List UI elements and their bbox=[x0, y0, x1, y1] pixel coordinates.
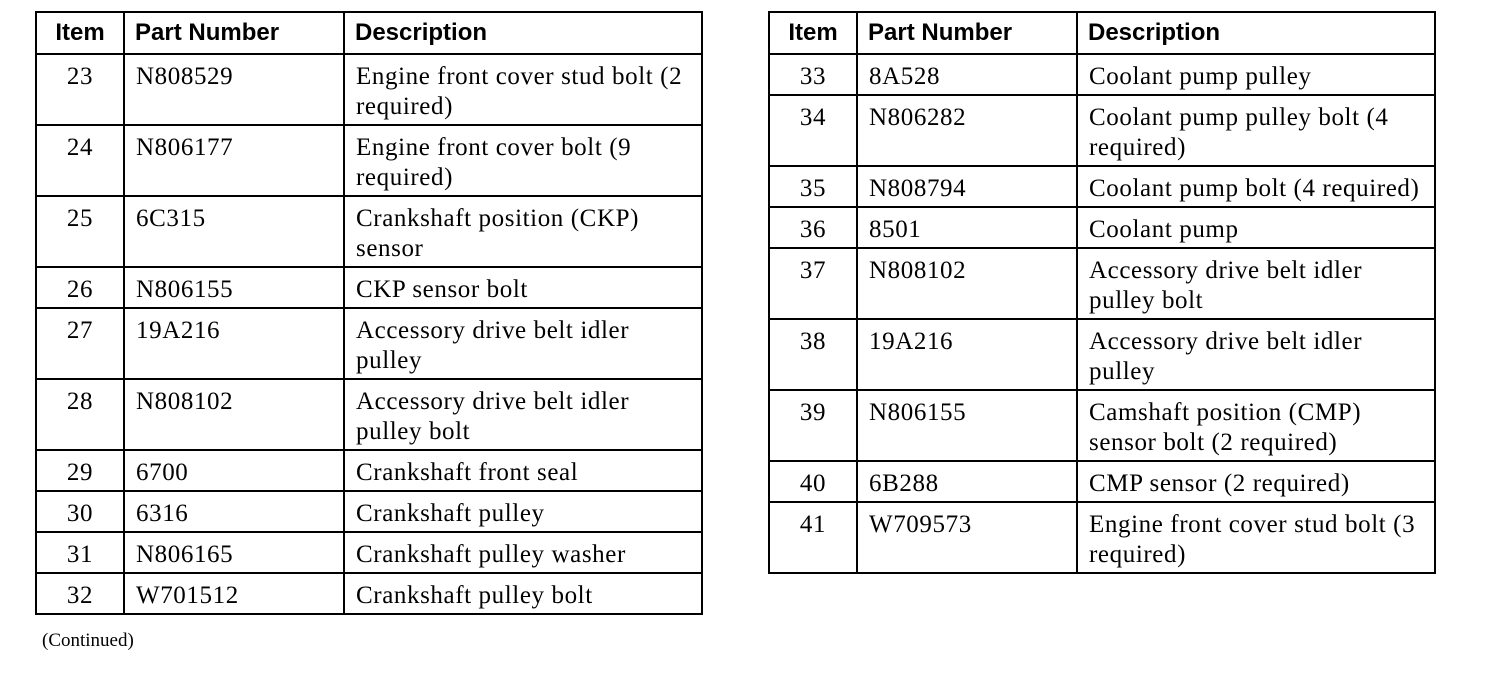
item-number-cell: 40 bbox=[769, 461, 857, 502]
table-row bbox=[769, 207, 1435, 248]
item-number-cell: 33 bbox=[769, 54, 857, 95]
description-cell: CMP sensor (2 required) bbox=[1077, 461, 1435, 502]
part-number-cell: 8501 bbox=[857, 207, 1077, 248]
header-part-number: Part Number bbox=[124, 12, 344, 54]
part-number-cell: N808102 bbox=[857, 248, 1077, 319]
continued-note: (Continued) bbox=[42, 630, 134, 651]
description-cell: Camshaft position (CMP) sensor bolt (2 required) bbox=[1077, 390, 1435, 461]
item-number-cell: 31 bbox=[36, 532, 124, 573]
description-cell: Engine front cover stud bolt (2 required) bbox=[344, 54, 702, 125]
part-number-cell: W701512 bbox=[124, 573, 344, 614]
description-cell: Crankshaft front seal bbox=[344, 450, 702, 491]
part-number-cell: N806155 bbox=[124, 267, 344, 308]
description-cell: Coolant pump bolt (4 required) bbox=[1077, 166, 1435, 207]
table-row bbox=[769, 502, 1435, 573]
table-row bbox=[769, 54, 1435, 95]
part-number-cell: 6B288 bbox=[857, 461, 1077, 502]
item-number-cell: 35 bbox=[769, 166, 857, 207]
item-number-cell: 36 bbox=[769, 207, 857, 248]
table-row bbox=[769, 390, 1435, 461]
header-item: Item bbox=[769, 12, 857, 54]
item-number-cell: 29 bbox=[36, 450, 124, 491]
description-cell: Crankshaft pulley bolt bbox=[344, 573, 702, 614]
description-cell: Crankshaft pulley bbox=[344, 491, 702, 532]
table-row bbox=[36, 125, 702, 196]
parts-table-left bbox=[35, 11, 703, 615]
item-number-cell: 39 bbox=[769, 390, 857, 461]
part-number-cell: N806165 bbox=[124, 532, 344, 573]
part-number-cell: 19A216 bbox=[857, 319, 1077, 390]
part-number-cell: N808102 bbox=[124, 379, 344, 450]
header-description: Description bbox=[344, 12, 702, 54]
table-row bbox=[769, 248, 1435, 319]
description-cell: Engine front cover bolt (9 required) bbox=[344, 125, 702, 196]
header-item: Item bbox=[36, 12, 124, 54]
part-number-cell: 8A528 bbox=[857, 54, 1077, 95]
part-number-cell: N808794 bbox=[857, 166, 1077, 207]
part-number-cell: N806282 bbox=[857, 95, 1077, 166]
description-cell: Accessory drive belt idler pulley bbox=[344, 308, 702, 379]
description-cell: Engine front cover stud bolt (3 required) bbox=[1077, 502, 1435, 573]
part-number-cell: 6316 bbox=[124, 491, 344, 532]
description-cell: Crankshaft position (CKP) sensor bbox=[344, 196, 702, 267]
part-number-cell: W709573 bbox=[857, 502, 1077, 573]
item-number-cell: 41 bbox=[769, 502, 857, 573]
header-part-number: Part Number bbox=[857, 12, 1077, 54]
item-number-cell: 30 bbox=[36, 491, 124, 532]
part-number-cell: 6700 bbox=[124, 450, 344, 491]
table-row bbox=[36, 196, 702, 267]
table-row bbox=[36, 379, 702, 450]
part-number-cell: 19A216 bbox=[124, 308, 344, 379]
item-number-cell: 23 bbox=[36, 54, 124, 125]
table-row bbox=[769, 461, 1435, 502]
part-number-cell: 6C315 bbox=[124, 196, 344, 267]
item-number-cell: 27 bbox=[36, 308, 124, 379]
description-cell: Crankshaft pulley washer bbox=[344, 532, 702, 573]
table-row bbox=[36, 54, 702, 125]
part-number-cell: N808529 bbox=[124, 54, 344, 125]
table-row bbox=[769, 95, 1435, 166]
description-cell: Accessory drive belt idler pulley bbox=[1077, 319, 1435, 390]
item-number-cell: 24 bbox=[36, 125, 124, 196]
item-number-cell: 37 bbox=[769, 248, 857, 319]
item-number-cell: 26 bbox=[36, 267, 124, 308]
table-row bbox=[36, 308, 702, 379]
table-header-row bbox=[769, 12, 1435, 54]
description-cell: Accessory drive belt idler pulley bolt bbox=[1077, 248, 1435, 319]
description-cell: Coolant pump pulley bolt (4 required) bbox=[1077, 95, 1435, 166]
description-cell: CKP sensor bolt bbox=[344, 267, 702, 308]
table-row bbox=[36, 450, 702, 491]
item-number-cell: 25 bbox=[36, 196, 124, 267]
description-cell: Coolant pump bbox=[1077, 207, 1435, 248]
table-row bbox=[36, 267, 702, 308]
description-cell: Coolant pump pulley bbox=[1077, 54, 1435, 95]
table-row bbox=[769, 166, 1435, 207]
table-header-row bbox=[36, 12, 702, 54]
table-row bbox=[36, 491, 702, 532]
item-number-cell: 32 bbox=[36, 573, 124, 614]
part-number-cell: N806177 bbox=[124, 125, 344, 196]
table-row bbox=[769, 319, 1435, 390]
header-description: Description bbox=[1077, 12, 1435, 54]
parts-table-right bbox=[768, 11, 1436, 574]
description-cell: Accessory drive belt idler pulley bolt bbox=[344, 379, 702, 450]
part-number-cell: N806155 bbox=[857, 390, 1077, 461]
item-number-cell: 34 bbox=[769, 95, 857, 166]
table-row bbox=[36, 573, 702, 614]
item-number-cell: 28 bbox=[36, 379, 124, 450]
table-row bbox=[36, 532, 702, 573]
item-number-cell: 38 bbox=[769, 319, 857, 390]
